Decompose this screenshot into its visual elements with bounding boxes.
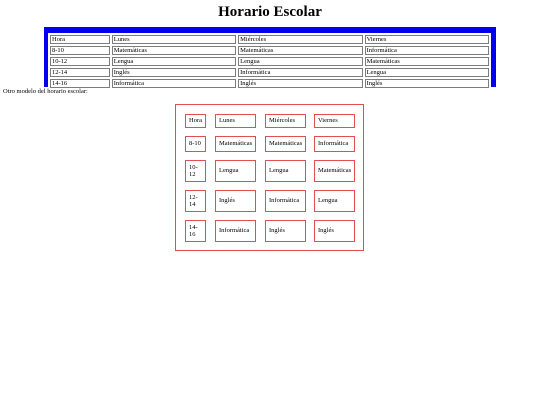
grid-header-cell: Miércoles xyxy=(265,114,306,128)
table-cell: Inglés xyxy=(112,68,236,77)
table-cell: Informática xyxy=(112,79,236,88)
grid-cell: Inglés xyxy=(314,220,355,242)
table-cell: 8-10 xyxy=(50,46,110,55)
table-cell: Inglés xyxy=(365,79,489,88)
grid-header-cell: Lunes xyxy=(215,114,256,128)
schedule-table xyxy=(48,33,491,90)
schedule-grid xyxy=(175,104,364,251)
table-cell: Matemáticas xyxy=(112,46,236,55)
alternate-model-caption: Otro modelo del horario escolar: xyxy=(3,88,88,95)
grid-cell: Matemáticas xyxy=(314,160,355,182)
table-cell: Matemáticas xyxy=(365,57,489,66)
grid-cell: 8-10 xyxy=(185,136,206,152)
table-row xyxy=(50,79,489,88)
table-header-cell: Miércoles xyxy=(238,35,362,44)
grid-cell: Inglés xyxy=(265,220,306,242)
table-cell: 12-14 xyxy=(50,68,110,77)
grid-header-cell: Hora xyxy=(185,114,206,128)
table-cell: 14-16 xyxy=(50,79,110,88)
table-cell: Informática xyxy=(238,68,362,77)
table-cell: Informática xyxy=(365,46,489,55)
grid-cell: 14- 16 xyxy=(185,220,206,242)
grid-cell: Inglés xyxy=(215,190,256,212)
table-header-cell: Hora xyxy=(50,35,110,44)
grid-cell: 12- 14 xyxy=(185,190,206,212)
grid-cell: 10- 12 xyxy=(185,160,206,182)
grid-cell: Matemáticas xyxy=(215,136,256,152)
grid-cell: Matemáticas xyxy=(265,136,306,152)
table-cell: Lengua xyxy=(365,68,489,77)
grid-cell: Informática xyxy=(265,190,306,212)
grid-cell: Lengua xyxy=(215,160,256,182)
table-cell: Lengua xyxy=(112,57,236,66)
table-cell: Matemáticas xyxy=(238,46,362,55)
page-title: Horario Escolar xyxy=(218,4,322,20)
table-cell: 10-12 xyxy=(50,57,110,66)
table-row xyxy=(50,46,489,55)
grid-cell: Lengua xyxy=(265,160,306,182)
table-cell: Inglés xyxy=(238,79,362,88)
grid-cell: Informática xyxy=(215,220,256,242)
table-cell: Lengua xyxy=(238,57,362,66)
table-header-cell: Viernes xyxy=(365,35,489,44)
grid-cell: Lengua xyxy=(314,190,355,212)
table-row xyxy=(50,68,489,77)
table-row xyxy=(50,57,489,66)
grid-header-cell: Viernes xyxy=(314,114,355,128)
grid-cell: Informática xyxy=(314,136,355,152)
table-header-row xyxy=(50,35,489,44)
table-header-cell: Lunes xyxy=(112,35,236,44)
